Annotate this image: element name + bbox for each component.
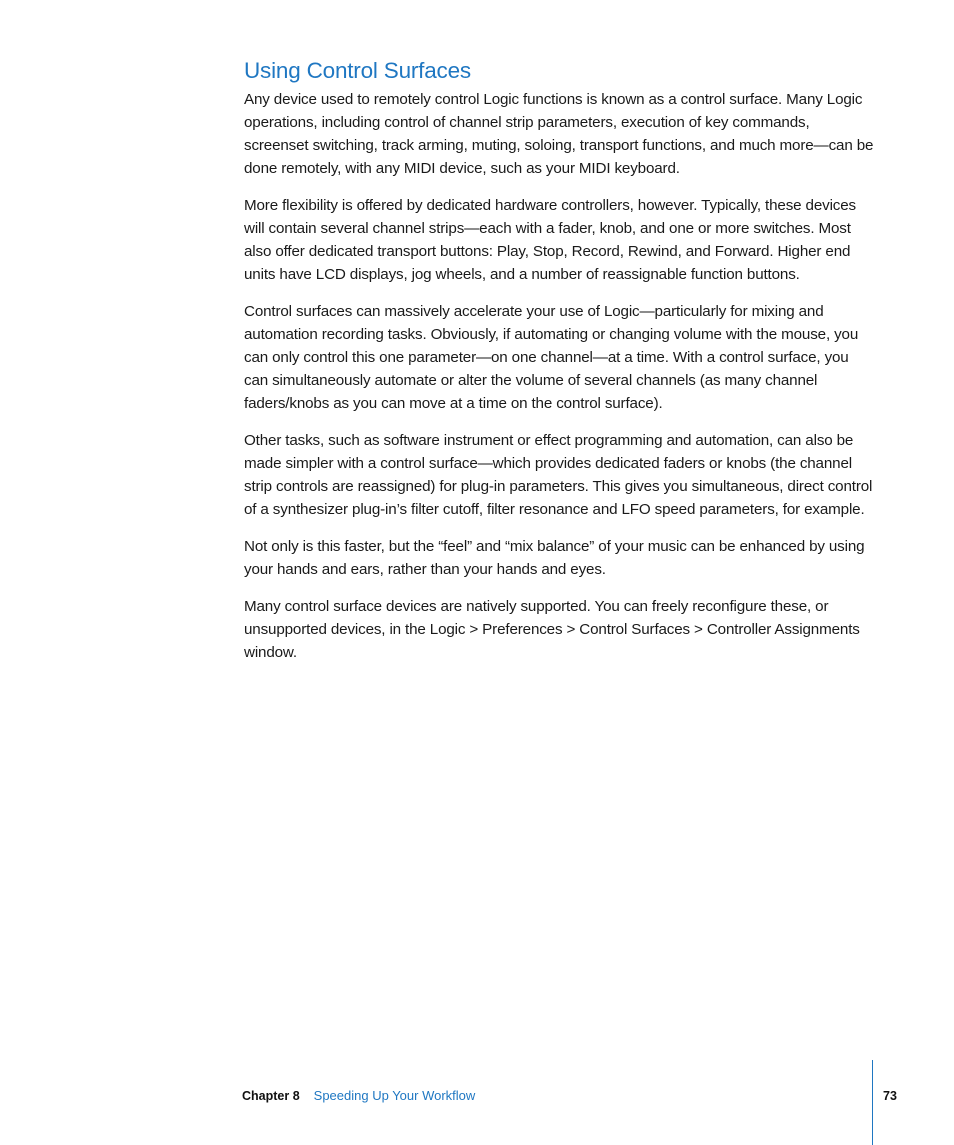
paragraph-2: More flexibility is offered by dedicated hardware controllers, however. Typically, these devices will contain several channel strips—each with a fader, knob, and one or more switches. Most also offer dedicated transport buttons: Play, Stop, Record, Rewind, and Forward. Higher end units have LCD displays, jog wheels, and a number of reassignable function buttons.: [244, 197, 856, 283]
main-content: [244, 56, 874, 678]
chapter-label: Chapter 8: [242, 1089, 300, 1103]
paragraph-3: Control surfaces can massively accelerate your use of Logic—particularly for mixing and automation recording tasks. Obviously, if automating or changing volume with the mouse, you can only control this one parameter—on one channel—at a time. With a control surface, you can simultaneously automate or alter the volume of several channels (as many channel faders/knobs as you can move at a time on the control surface).: [244, 303, 859, 412]
paragraph-6: Many control surface devices are natively supported. You can freely reconfigure these, or unsupported devices, in the Logic > Preferences > Control Surfaces > Controller Assignments window.: [244, 598, 860, 661]
paragraph-4: Other tasks, such as software instrument or effect programming and automation, can also be made simpler with a control surface—which provides dedicated faders or knobs (the channel strip controls are reassigned) for plug-in parameters. This gives you simultaneous, direct control of a synthesizer plug-in’s filter cutoff, filter resonance and LFO speed parameters, for example.: [244, 432, 873, 518]
page-number: 73: [883, 1089, 897, 1103]
paragraph-5: Not only is this faster, but the “feel” and “mix balance” of your music can be enhanced by using your hands and ears, rather than your hands and eyes.: [244, 538, 865, 578]
footer-divider: [872, 1060, 873, 1145]
page-footer: [242, 1086, 475, 1106]
paragraph-1: Any device used to remotely control Logic functions is known as a control surface. Many Logic operations, including control of channel strip parameters, execution of key commands, screenset switching, track arming, muting, soloing, transport functions, and much more—can be done remotely, with any MIDI device, such as your MIDI keyboard.: [244, 91, 874, 177]
chapter-title-link[interactable]: Speeding Up Your Workflow: [313, 1088, 476, 1103]
section-title: Using Control Surfaces: [244, 58, 471, 83]
